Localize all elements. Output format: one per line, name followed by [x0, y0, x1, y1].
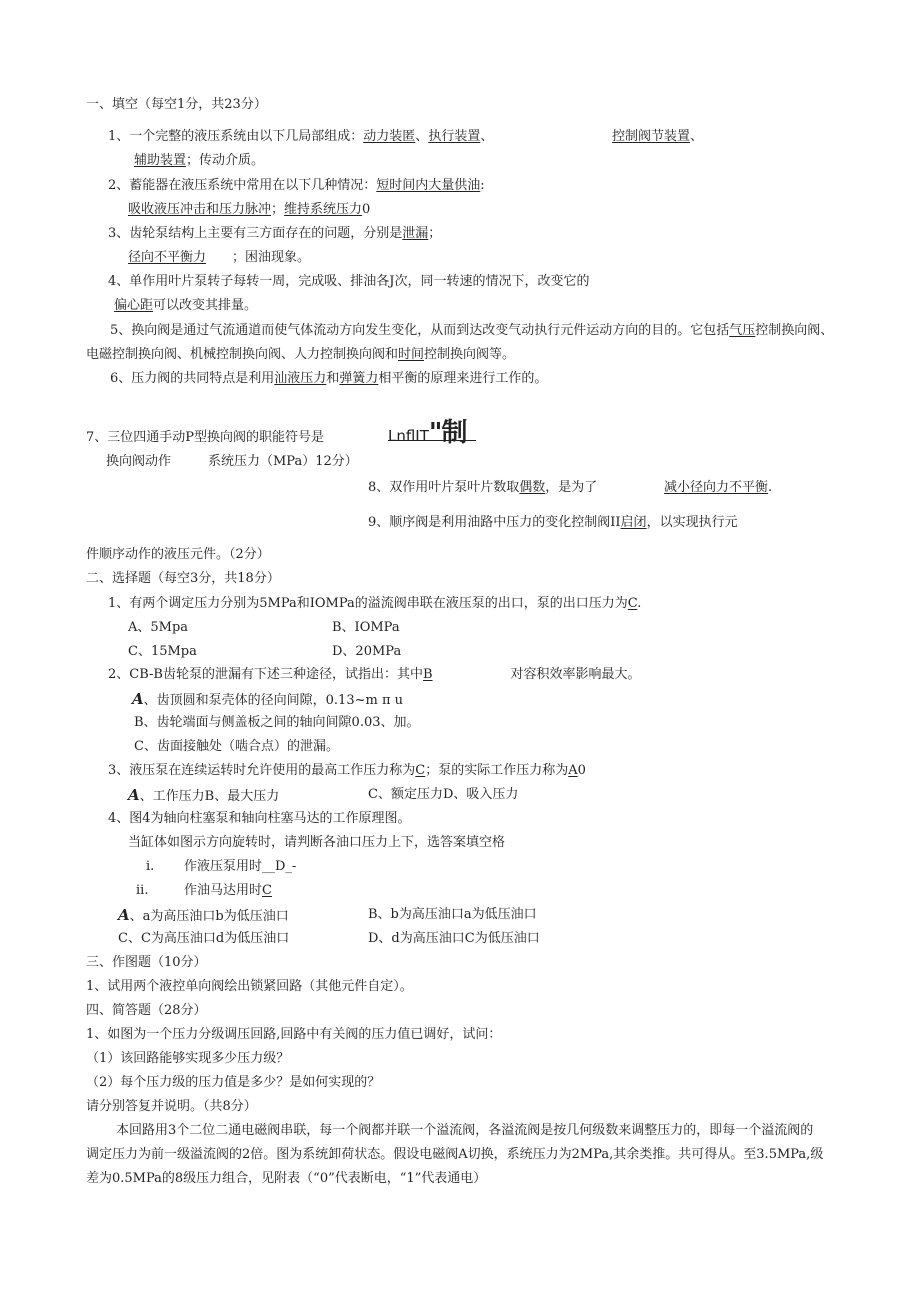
fill-q7-table-col1: 换向阀动作	[106, 454, 172, 469]
fill-q9-prefix: 9、顺序阀是利用油路中压力的变化控制阀II	[368, 515, 621, 530]
choice-q4-option-a	[118, 906, 289, 926]
short-q1-answer-line3: 差为0.5MPa的8级压力组合，见附表（“0”代表断电，“1”代表通电）	[86, 1171, 487, 1186]
fill-q5-answer-2: 时间	[398, 347, 425, 362]
choice-q3-answer-2: A	[568, 763, 578, 778]
fill-q3-prefix: 3、齿轮泵结构上主要有三方面存在的问题，分别是	[108, 226, 403, 241]
choice-q2-option-a-text: 、齿顶圆和泵壳体的径向间隙，0.13~m π u	[143, 693, 403, 708]
short-q1: 1、如图为一个压力分级调压回路,回路中有关阀的压力值已调好，试问：	[86, 1027, 502, 1042]
fill-q5-tail: 控制换向阀等。	[424, 347, 516, 362]
fill-q2-line2	[128, 201, 370, 219]
fill-q9	[368, 514, 738, 532]
fill-q6-sep-1: 和	[326, 371, 340, 386]
section4-title: 四、简答题（28分）	[86, 1003, 207, 1018]
fill-q2-answer-3: 维持系统压力	[284, 202, 363, 217]
fill-q7: 7、三位四通手动P型换向阀的职能符号是	[86, 430, 325, 445]
fill-q1-sep-1: 、	[415, 129, 429, 144]
choice-q4-item-i-number: i.	[146, 859, 155, 874]
fill-q6-answer-1: 汕液压力	[274, 371, 327, 386]
choice-q4-option-a-letter: A	[118, 906, 130, 924]
fill-q1-line2	[134, 152, 264, 170]
fill-q3-answer-1: 泄漏	[402, 226, 429, 241]
fill-q8-mid: ，是为了	[545, 480, 598, 495]
fill-q3-tail: ；困油现象。	[232, 250, 311, 265]
fill-q5	[110, 322, 833, 340]
fill-q2-answer-2: 吸收液压冲击和压力脉冲	[128, 202, 272, 217]
fill-q8-tail: .	[768, 480, 773, 495]
choice-q2-option-c: C、齿面接触处（啮合点）的泄漏。	[134, 739, 339, 754]
choice-q4-item-ii-answer: C	[262, 883, 272, 898]
fill-q8-answer-2: 减小径向力不平衡	[664, 480, 769, 495]
choice-q1-text: 1、有两个调定压力分别为5MPa和IOMPa的溢流阀串联在液压泵的出口，泵的出口压力为	[108, 596, 628, 611]
choice-q3-tail: 0	[577, 763, 586, 778]
fill-q1-answer-2: 执行装置	[428, 129, 481, 144]
fill-q1-answer-1: 动力装匿	[363, 129, 416, 144]
valve-symbol-text: LnflIT	[388, 427, 429, 445]
choice-q4-item-ii-text: 作油马达用时	[184, 883, 263, 898]
section3-title: 三、作图题（10分）	[86, 955, 207, 970]
choice-q2-tail: 对容积效率影响最大。	[510, 667, 641, 682]
short-q1-answer-line1: 本回路用3个二位二通电磁阀串联，每一个阀都并联一个溢流阀，各溢流阀是按几何级数来调整压力的，即每一个溢流阀的	[116, 1123, 814, 1138]
fill-q1	[108, 128, 493, 146]
fill-q1-answer-4: 辅助装置	[134, 153, 187, 168]
choice-q4-item-ii	[184, 882, 272, 900]
fill-q4: 4、单作用叶片泵转子每转一周，完成吸、排油各J次，同一转速的情况下，改变它的	[108, 274, 590, 289]
fill-q6-tail: 相平衡的原理来进行工作的。	[378, 371, 548, 386]
choice-q1-tail: .	[637, 596, 642, 611]
choice-q1-answer: C	[627, 596, 638, 611]
choice-q3-mid: ；泵的实际工作压力称为	[425, 763, 569, 778]
choice-q3-text: 3、液压泵在连续运转时允许使用的最高工作压力称为	[108, 763, 416, 778]
fill-q1-answer-3: 控制阀节装置	[612, 129, 691, 144]
fill-q8-prefix: 8、双作用叶片泵叶片数取	[368, 480, 520, 495]
choice-q1	[108, 595, 641, 613]
short-q1-answer-line2: 调定压力为前一级溢流阀的2倍。图为系统卸荷状态。假设电磁阀A切换，系统压力为2MPa,其余类推。共可得从。至3.5MPa,级	[86, 1147, 824, 1162]
choice-q4-item-ii-number: ii.	[136, 883, 149, 898]
choice-q3-options-ab-text: 、工作压力B、最大压力	[139, 789, 280, 804]
fill-q5-mid: 控制换向阀、	[755, 323, 834, 338]
fill-q2-sep-1: :	[480, 178, 485, 193]
choice-q3-option-a-letter: A	[128, 786, 140, 804]
fill-q5-line2	[86, 346, 515, 364]
choice-q2-option-b: B、齿轮端面与侧盖板之间的轴向间隙0.03、加。	[134, 715, 420, 730]
choice-q3-options-ab	[128, 786, 279, 806]
choice-q2-option-a-letter: A	[132, 690, 144, 708]
choice-q3-answer-1: C	[415, 763, 426, 778]
choice-q4: 4、图4为轴向柱塞泵和轴向柱塞马达的工作原理图。	[108, 811, 411, 826]
fill-q2-prefix: 2、蓄能器在液压系统中常用在以下几种情况：	[108, 178, 377, 193]
valve-symbol-strike	[388, 440, 476, 441]
short-q1-sub1: （1）该回路能够实现多少压力级？	[86, 1051, 290, 1066]
fill-q1-tail: ；传动介质。	[186, 153, 265, 168]
section1-title: 一、填空（每空1分，共23分）	[86, 97, 267, 112]
choice-q4-line2: 当缸体如图示方向旋转时，请判断各油口压力上下，选答案填空格	[128, 835, 506, 850]
choice-q1-option-b: B、IOMPa	[332, 620, 400, 635]
fill-q9-answer-1: 启闭	[620, 515, 647, 530]
choice-q1-option-d: D、20MPa	[332, 644, 402, 659]
fill-q6-prefix: 6、压力阀的共同特点是利用	[110, 371, 275, 386]
fill-q1-continued	[612, 128, 703, 146]
choice-q3-options-cd: C、额定压力D、吸入压力	[368, 787, 519, 802]
choice-q2-text: 2、CB-B齿轮泵的泄漏有下述三种途径，试指出：其中	[108, 667, 423, 682]
fill-q8	[368, 479, 597, 497]
fill-q3-line2	[128, 249, 310, 267]
fill-q5-line2-prefix: 电磁控制换向阀、机械控制换向阀、人力控制换向阀和	[86, 347, 399, 362]
fill-q1-sep-3: 、	[690, 129, 704, 144]
short-q1-sub2: （2）每个压力级的压力值是多少？是如何实现的？	[86, 1075, 381, 1090]
short-q1-note: 请分别答复并说明。（共8分）	[86, 1099, 257, 1114]
valve-symbol	[388, 418, 466, 453]
fill-q6	[110, 370, 547, 388]
fill-q2	[108, 177, 485, 195]
valve-symbol-glyph: "制	[428, 418, 467, 448]
choice-q1-option-c: C、15Mpa	[128, 644, 197, 659]
fill-q7-table-col2: 系统压力（MPa）12分）	[208, 454, 358, 469]
choice-q4-option-a-text: 、a为高压油口b为低压油口	[129, 909, 289, 924]
fill-q9-tail: ，以实现执行元	[646, 515, 738, 530]
section2-title: 二、选择题（每空3分，共18分）	[86, 571, 280, 586]
choice-q3	[108, 762, 586, 780]
fill-q1-sep-2: 、	[480, 129, 494, 144]
fill-q3	[108, 225, 441, 243]
choice-q4-option-d: D、d为高压油口C为低压油口	[368, 931, 540, 946]
fill-q5-answer-1: 气压	[729, 323, 756, 338]
choice-q4-item-i: 作液压泵用时__D_-	[184, 859, 297, 874]
fill-q2-sep-2: ；	[271, 202, 285, 217]
choice-q4-option-b: B、b为高压油口a为低压油口	[368, 907, 537, 922]
fill-q2-tail: 0	[362, 202, 371, 217]
drawing-q1: 1、试用两个液控单向阀绘出锁紧回路（其他元件自定）。	[86, 979, 413, 994]
fill-q1-prefix: 1、一个完整的液压系统由以下几局部组成：	[108, 129, 364, 144]
fill-q3-answer-2: 径向不平衡力	[128, 250, 207, 265]
fill-q6-answer-2: 弹簧力	[339, 371, 379, 386]
fill-q5-prefix: 5、换向阀是通过气流通道而使气体流动方向发生变化，从而到达改变气动执行元件运动方向的目的。它包括	[110, 323, 730, 338]
fill-q9-line2: 件顺序动作的液压元件。（2分）	[86, 547, 270, 562]
fill-q4-tail: 可以改变其排量。	[153, 298, 258, 313]
fill-q4-line2	[114, 297, 257, 315]
fill-q8-answer-1: 偶数	[519, 480, 546, 495]
choice-q2	[108, 666, 641, 684]
fill-q4-answer-1: 偏心距	[114, 298, 154, 313]
choice-q1-option-a: A、5Mpa	[128, 620, 189, 635]
choice-q2-answer: B	[422, 667, 433, 682]
choice-q2-option-a	[132, 690, 403, 710]
fill-q2-answer-1: 短时间内大量供油	[376, 178, 481, 193]
choice-q4-option-c: C、C为高压油口d为低压油口	[118, 931, 290, 946]
fill-q8-continued	[664, 479, 772, 497]
fill-q3-sep-1: ；	[428, 226, 442, 241]
